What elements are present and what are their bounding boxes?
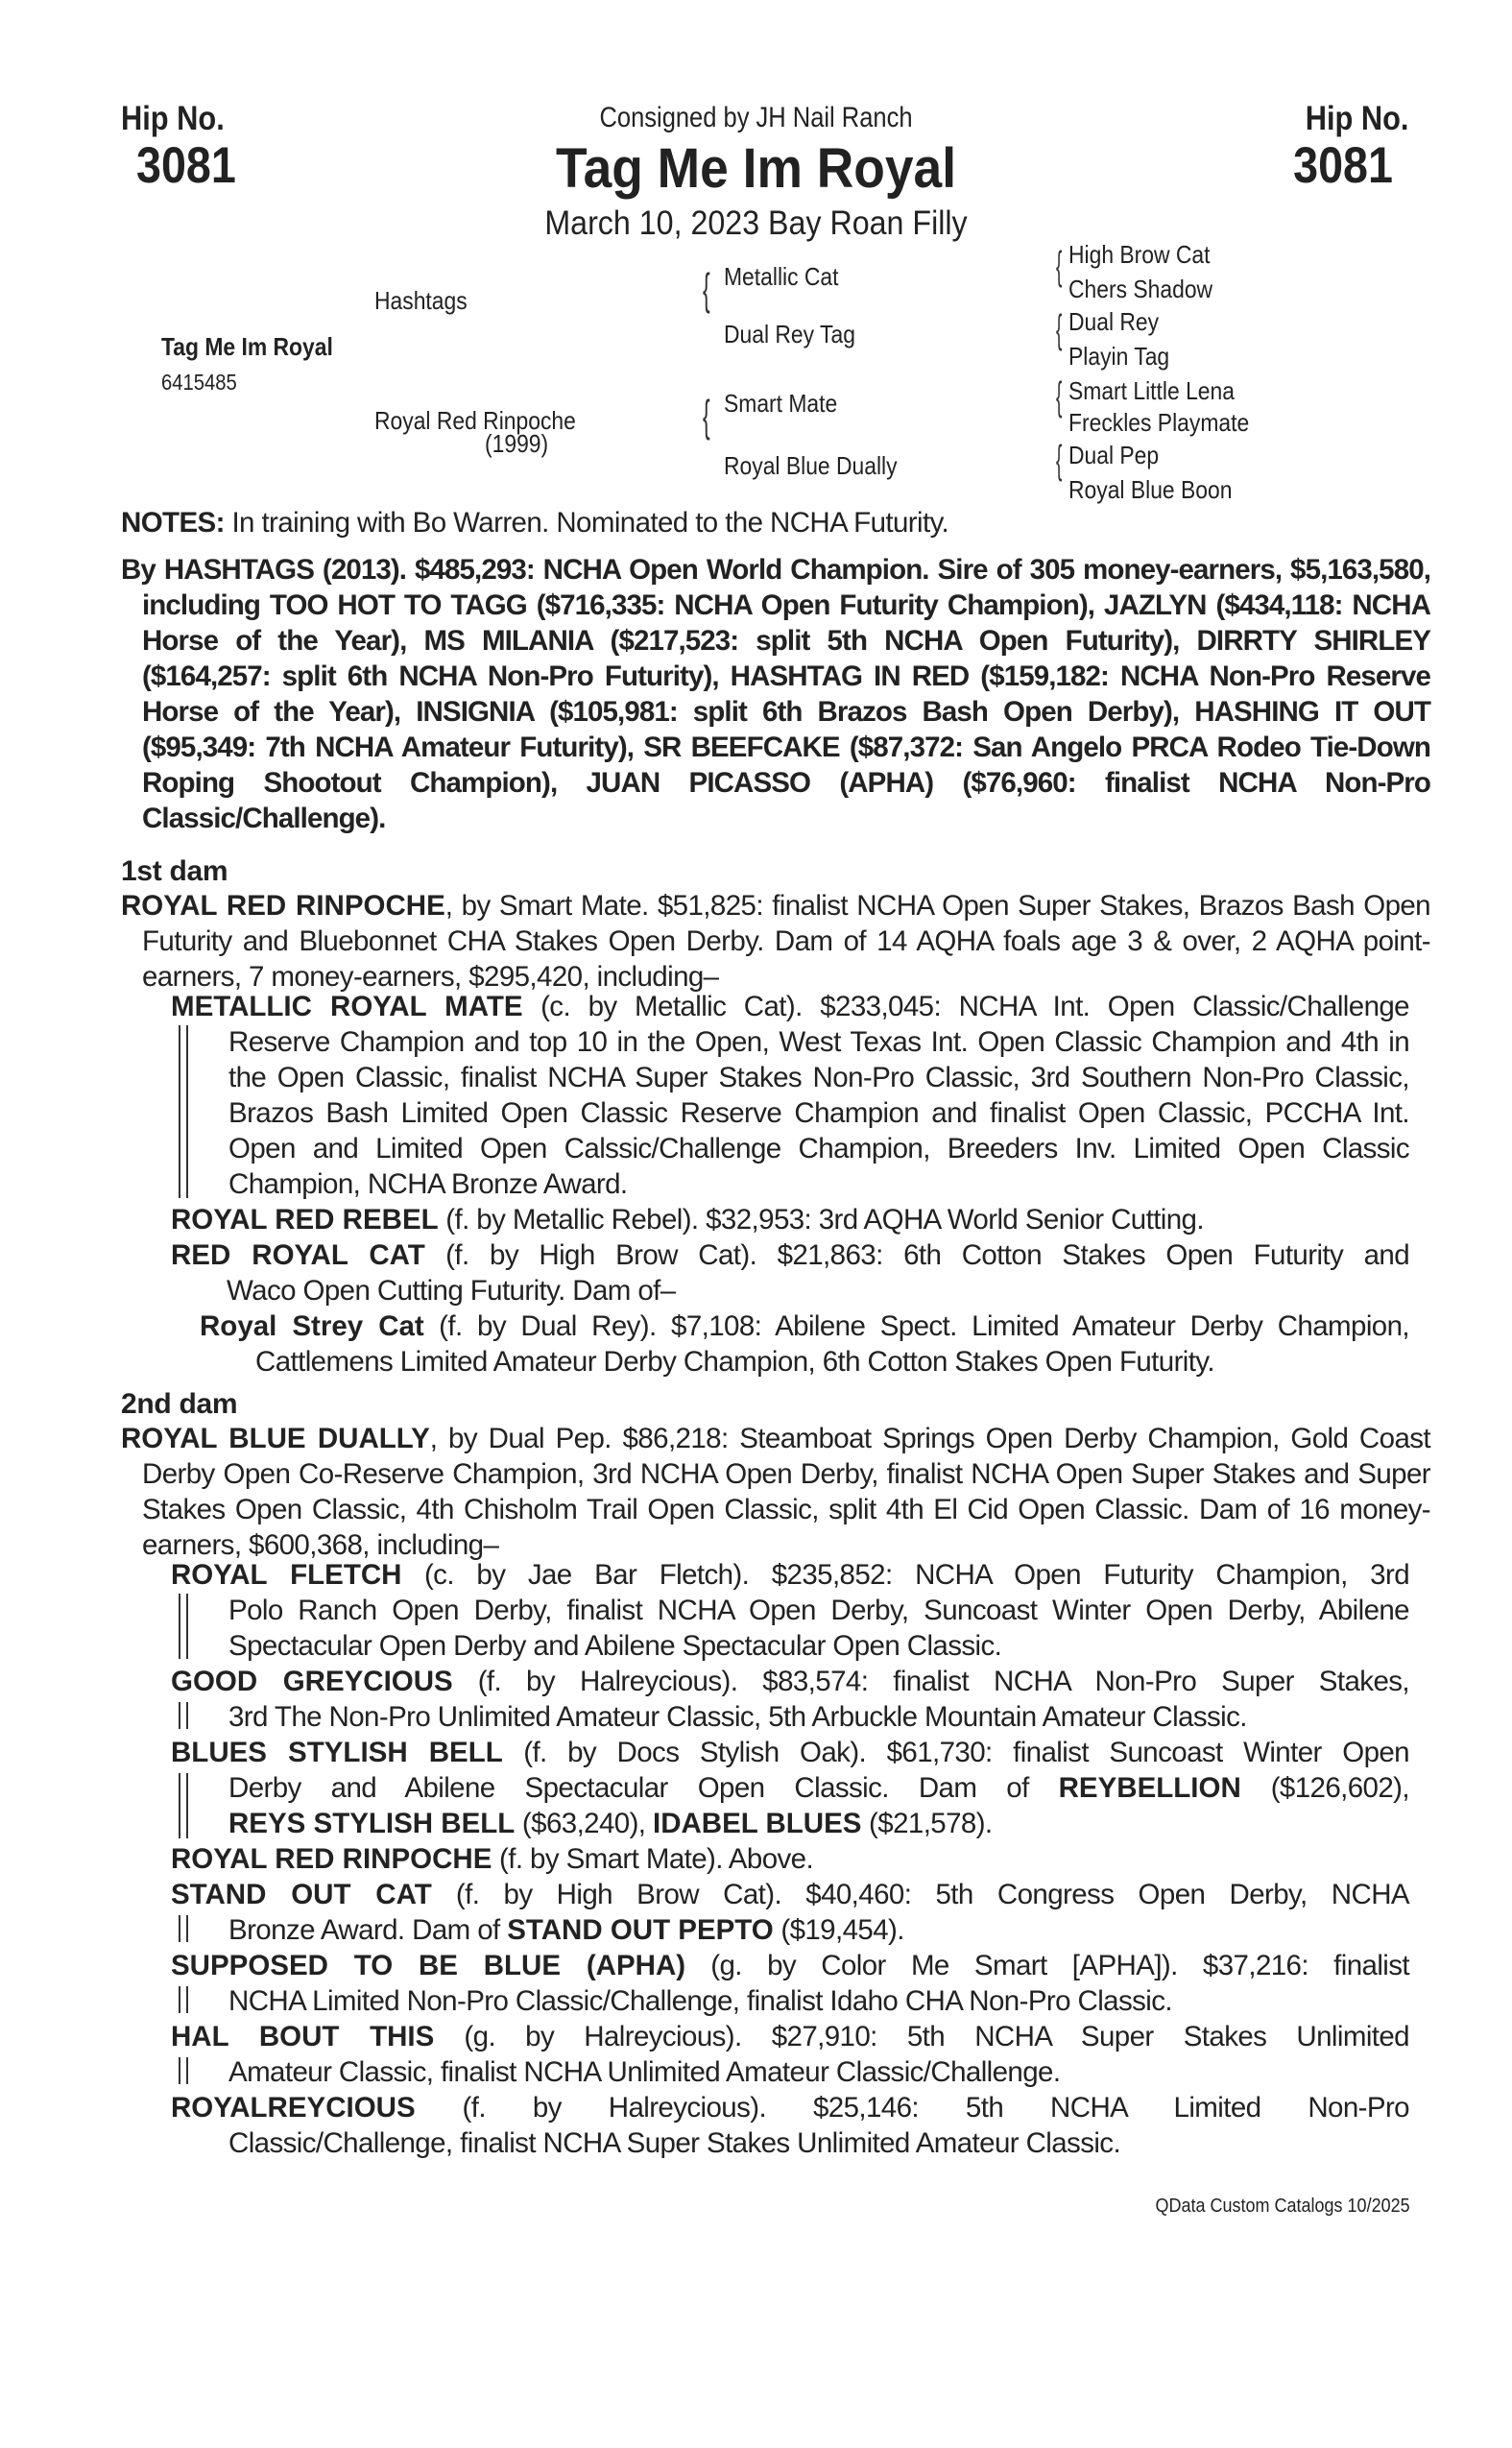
produce-1-3 [171, 1237, 1409, 1308]
produce-rest-text: Derby and Abilene Spectacular Open Classic. Dam of [228, 1772, 1059, 1804]
first-dam-paragraph [121, 888, 1430, 995]
produce-rest: Classic/Challenge, finalist NCHA Super Stakes Unlimited Amateur Classic. [228, 2127, 1121, 2159]
first-dam-text: , by Smart Mate. $51,825: finalist NCHA Open Super Stakes, Brazos Bash Open Futurity and Bluebonnet CHA Stakes Open Derby. Dam of 14 AQHA foals age 3 & over, 2 AQHA point-earners, 7 money-earners, $295,420, including– [142, 890, 1430, 993]
produce-rest [171, 1770, 1409, 1806]
produce-rest [171, 1806, 1409, 1841]
produce-rest-text: ($21,578). [861, 1808, 993, 1839]
produce-name: BLUES STYLISH BELL [171, 1737, 503, 1768]
consignor: Consigned by JH Nail Ranch [599, 102, 913, 133]
produce-name: HAL BOUT THIS [171, 2021, 435, 2052]
produce-2-2 [171, 1664, 1409, 1735]
hip-label-right: Hip No. [1305, 100, 1408, 137]
brace-sire: { [703, 264, 710, 314]
pedigree-ggp-3: Dual Rey [1068, 307, 1160, 336]
produce-name: GOOD GREYCIOUS [171, 1666, 453, 1697]
pedigree-dam-year: (1999) [485, 429, 549, 458]
produce-name: STAND OUT CAT [171, 1879, 432, 1910]
pedigree-sire-dam: Dual Rey Tag [724, 320, 855, 348]
offspring-name: IDABEL BLUES [653, 1808, 862, 1839]
birth-line: March 10, 2023 Bay Roan Filly [544, 204, 968, 242]
notes-text: In training with Bo Warren. Nominated to the NCHA Futurity. [224, 507, 949, 539]
produce-line1: (f. by Metallic Rebel). $32,953: 3rd AQHA World Senior Cutting. [438, 1204, 1204, 1236]
produce-bar [179, 1702, 188, 1729]
produce-line1: (c. by Jae Bar Fletch). $235,852: NCHA Open Futurity Champion, 3rd [401, 1559, 1409, 1591]
pedigree-subject-reg: 6415485 [161, 370, 237, 395]
notes-label: NOTES: [121, 507, 225, 539]
pedigree-ggp-6: Freckles Playmate [1068, 408, 1250, 437]
pedigree-ggp-8: Royal Blue Boon [1068, 475, 1233, 504]
produce-line1: (g. by Color Me Smart [APHA]). $37,216: finalist [685, 1950, 1409, 1981]
pedigree-subject-name: Tag Me Im Royal [161, 332, 333, 361]
second-dam-text: , by Dual Pep. $86,218: Steamboat Springs Open Derby Champion, Gold Coast Derby Open Co-Reserve Champion, 3rd NCHA Open Derby, finalist NCHA Open Super Stakes and Super Stakes Open Classic, 4th Chisholm Trail Open Classic, split 4th El Cid Open Classic. Dam of 16 money-earners, $600,368, including– [142, 1423, 1430, 1561]
produce-name: RED ROYAL CAT [171, 1239, 425, 1271]
produce-bar [179, 2057, 188, 2084]
produce-bar [179, 1594, 188, 1659]
produce-line1: (f. by Dual Rey). $7,108: Abilene Spect. Limited Amateur Derby Champion, [423, 1310, 1409, 1342]
produce-rest: Cattlemens Limited Amateur Derby Champion, 6th Cotton Stakes Open Futurity. [255, 1346, 1214, 1378]
notes [121, 505, 1409, 540]
produce-rest: 3rd The Non-Pro Unlimited Amateur Classic, 5th Arbuckle Mountain Amateur Classic. [228, 1701, 1247, 1733]
pedigree-dam: Royal Red Rinpoche [374, 406, 576, 435]
produce-name: SUPPOSED TO BE BLUE (APHA) [171, 1950, 686, 1981]
produce-line1: (f. by High Brow Cat). $21,863: 6th Cotton Stakes Open Futurity and [424, 1239, 1409, 1271]
brace-4: { [1056, 437, 1063, 482]
produce-name: ROYALREYCIOUS [171, 2092, 416, 2124]
pedigree-dam-dam: Royal Blue Dually [724, 451, 898, 480]
produce-bar [179, 1915, 188, 1942]
produce-bar [179, 1986, 188, 2013]
hip-number-left: 3081 [136, 137, 236, 194]
horse-name-title: Tag Me Im Royal [555, 137, 957, 200]
produce-name: ROYAL RED RINPOCHE [171, 1843, 492, 1875]
pedigree-sire-sire: Metallic Cat [724, 262, 839, 291]
produce-line1: (f. by High Brow Cat). $40,460: 5th Congress Open Derby, NCHA [431, 1879, 1409, 1910]
produce-bar [179, 1025, 188, 1198]
second-dam-paragraph [121, 1421, 1430, 1563]
produce-2-7 [171, 2019, 1409, 2090]
produce-rest-text: Bronze Award. Dam of [228, 1914, 508, 1946]
produce-rest: Amateur Classic, finalist NCHA Unlimited Amateur Classic/Challenge. [228, 2056, 1061, 2088]
hip-label-left: Hip No. [121, 100, 225, 137]
hip-number-right: 3081 [1293, 137, 1393, 194]
produce-1-1 [171, 989, 1409, 1202]
produce-name: ROYAL FLETCH [171, 1559, 402, 1591]
produce-2-6 [171, 1948, 1409, 2019]
footer-credit: QData Custom Catalogs 10/2025 [1155, 2196, 1410, 2217]
pedigree-dam-sire: Smart Mate [724, 389, 838, 418]
produce-line1: (f. by Halreycious). $83,574: finalist NCHA Non-Pro Super Stakes, [452, 1666, 1409, 1697]
produce-rest: Reserve Champion and top 10 in the Open, West Texas Int. Open Classic Champion and 4th in the Open Classic, finalist NCHA Super Stakes Non-Pro Classic, 3rd Southern Non-Pro Classic, Brazos Bash Limited Open Classic Reserve Champion and finalist Open Classic, PCCHA Int. Open and Limited Open Calssic/Challenge Champion, Breeders Inv. Limited Open Classic Champion, NCHA Bronze Award. [228, 1026, 1409, 1200]
brace-1: { [1056, 243, 1063, 288]
offspring-name: REYBELLION [1058, 1772, 1241, 1804]
produce-rest: NCHA Limited Non-Pro Classic/Challenge, finalist Idaho CHA Non-Pro Classic. [228, 1985, 1172, 2017]
produce-1-4 [200, 1308, 1409, 1380]
produce-1-2 [171, 1202, 1409, 1237]
brace-3: { [1056, 373, 1063, 419]
second-dam-name: ROYAL BLUE DUALLY [121, 1423, 430, 1454]
pedigree-ggp-1: High Brow Cat [1068, 240, 1211, 269]
produce-2-5 [171, 1877, 1409, 1948]
pedigree-ggp-4: Playin Tag [1068, 342, 1170, 371]
produce-name: Royal Strey Cat [200, 1310, 424, 1342]
produce-line1: (f. by Docs Stylish Oak). $61,730: finalist Suncoast Winter Open [502, 1737, 1409, 1768]
produce-line1: (f. by Smart Mate). Above. [492, 1843, 814, 1875]
pedigree-sire: Hashtags [374, 286, 468, 315]
pedigree-ggp-5: Smart Little Lena [1068, 376, 1235, 405]
sire-paragraph: By HASHTAGS (2013). $485,293: NCHA Open World Champion. Sire of 305 money-earners, $5,163,580, including TOO HOT TO TAGG ($716,335: NCHA Open Futurity Champion), JAZLYN ($434,118: NCHA Horse of the Year), MS MILANIA ($217,523: split 5th NCHA Open Futurity), DIRRTY SHIRLEY ($164,257: split 6th NCHA Non-Pro Futurity), HASHTAG IN RED ($159,182: NCHA Non-Pro Reserve Horse of the Year), INSIGNIA ($105,981: split 6th Brazos Bash Open Derby), HASHING IT OUT ($95,349: 7th NCHA Amateur Futurity), SR BEEFCAKE ($87,372: San Angelo PRCA Rodeo Tie-Down Roping Shootout Champion), JUAN PICASSO (APHA) ($76,960: finalist NCHA Non-Pro Classic/Challenge). [121, 554, 1430, 834]
produce-name: ROYAL RED REBEL [171, 1204, 439, 1236]
first-dam-name: ROYAL RED RINPOCHE [121, 890, 445, 922]
produce-line1: (f. by Halreycious). $25,146: 5th NCHA Limited Non-Pro [415, 2092, 1409, 2124]
produce-2-8 [171, 2090, 1409, 2161]
produce-bar [179, 1773, 188, 1838]
produce-name: METALLIC ROYAL MATE [171, 991, 523, 1022]
brace-2: { [1056, 306, 1063, 351]
pedigree-ggp-7: Dual Pep [1068, 441, 1160, 469]
produce-line1: (g. by Halreycious). $27,910: 5th NCHA Super Stakes Unlimited [434, 2021, 1409, 2052]
first-dam-heading: 1st dam [121, 855, 228, 887]
brace-dam: { [703, 391, 710, 441]
produce-2-1 [171, 1557, 1409, 1664]
produce-line1: (c. by Metallic Cat). $233,045: NCHA Int. Open Classic/Challenge [522, 991, 1409, 1022]
produce-rest: Polo Ranch Open Derby, finalist NCHA Open Derby, Suncoast Winter Open Derby, Abilene Spectacular Open Derby and Abilene Spectacular Open Classic. [228, 1595, 1409, 1662]
produce-rest: Waco Open Cutting Futurity. Dam of– [227, 1275, 676, 1307]
produce-rest-text: ($19,454). [773, 1914, 904, 1946]
produce-rest [171, 1912, 1409, 1948]
offspring-name: STAND OUT PEPTO [507, 1914, 774, 1946]
offspring-name: REYS STYLISH BELL [228, 1808, 516, 1839]
produce-rest-text: ($63,240), [515, 1808, 653, 1839]
produce-2-4 [171, 1841, 1409, 1877]
produce-rest-text: ($126,602), [1240, 1772, 1409, 1804]
pedigree-ggp-2: Chers Shadow [1068, 275, 1213, 303]
second-dam-heading: 2nd dam [121, 1388, 238, 1420]
produce-2-3 [171, 1735, 1409, 1841]
